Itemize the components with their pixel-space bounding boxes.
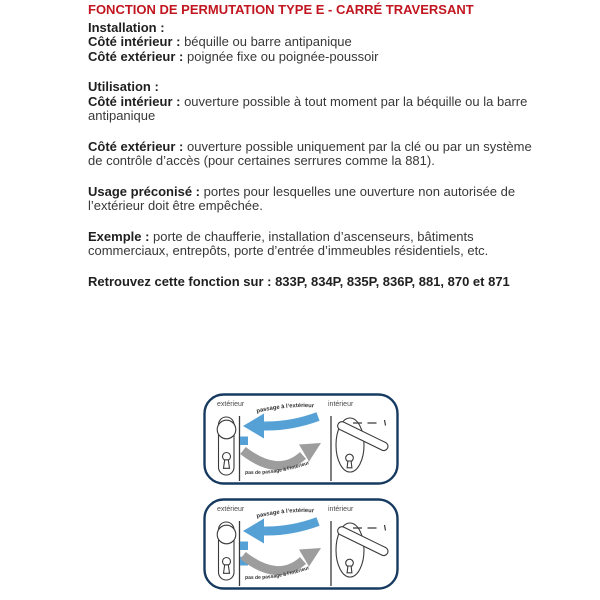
arrow-out-label: passage à l’extérieur <box>256 403 315 415</box>
fixed-knob-icon <box>217 522 236 580</box>
spindle-square-icon <box>240 542 248 551</box>
utilisation-line-interieur: Côté intérieur : ouverture possible à tout moment par la béquille ou la barre antipanique <box>88 93 528 123</box>
section-cote-exterieur: Côté extérieur : ouverture possible uniquement par la clé ou par un système de contrôle d’accès (pour certaines serrures comme la 881). <box>88 138 532 168</box>
spindle-square-icon <box>240 437 248 446</box>
installation-line-interieur: Côté intérieur : béquille ou barre antipanique <box>88 34 352 49</box>
document-body <box>88 3 538 305</box>
section-retrouvez: Retrouvez cette fonction sur : 833P, 834P, 835P, 836P, 881, 870 et 871 <box>88 273 510 289</box>
section-utilisation <box>88 80 538 124</box>
page-title: FONCTION DE PERMUTATION TYPE E - CARRÉ TRAVERSANT <box>88 2 474 17</box>
diagram-permutation-bottom <box>203 498 399 590</box>
section-usage-preconise: Usage préconisé : portes pour lesquelles une ouverture non autorisée de l’extérieur doit être empêchée. <box>88 183 516 213</box>
interior-side-label: intérieur <box>328 506 354 513</box>
interior-side-label: intérieur <box>328 401 354 408</box>
exterior-side-label: extérieur <box>217 506 245 513</box>
section-exemple: Exemple : porte de chaufferie, installation d’ascenseurs, bâtiments commerciaux, entrepôts, porte d’entrée d’immeubles résidentiels, etc. <box>88 228 489 258</box>
arrow-out-label: passage à l’extérieur <box>256 508 315 520</box>
arrow-in-label: pas de passage à l’intérieur <box>244 460 311 476</box>
arrow-in-label: pas de passage à l’intérieur <box>244 565 311 581</box>
section-installation <box>88 21 538 65</box>
installation-line-exterieur: Côté extérieur : poignée fixe ou poignée-poussoir <box>88 48 379 64</box>
diagram-permutation-top <box>203 393 399 485</box>
fixed-knob-icon <box>217 417 236 475</box>
exterior-side-label: extérieur <box>217 401 245 408</box>
utilisation-heading: Utilisation : <box>88 79 159 94</box>
installation-heading: Installation : <box>88 19 165 35</box>
